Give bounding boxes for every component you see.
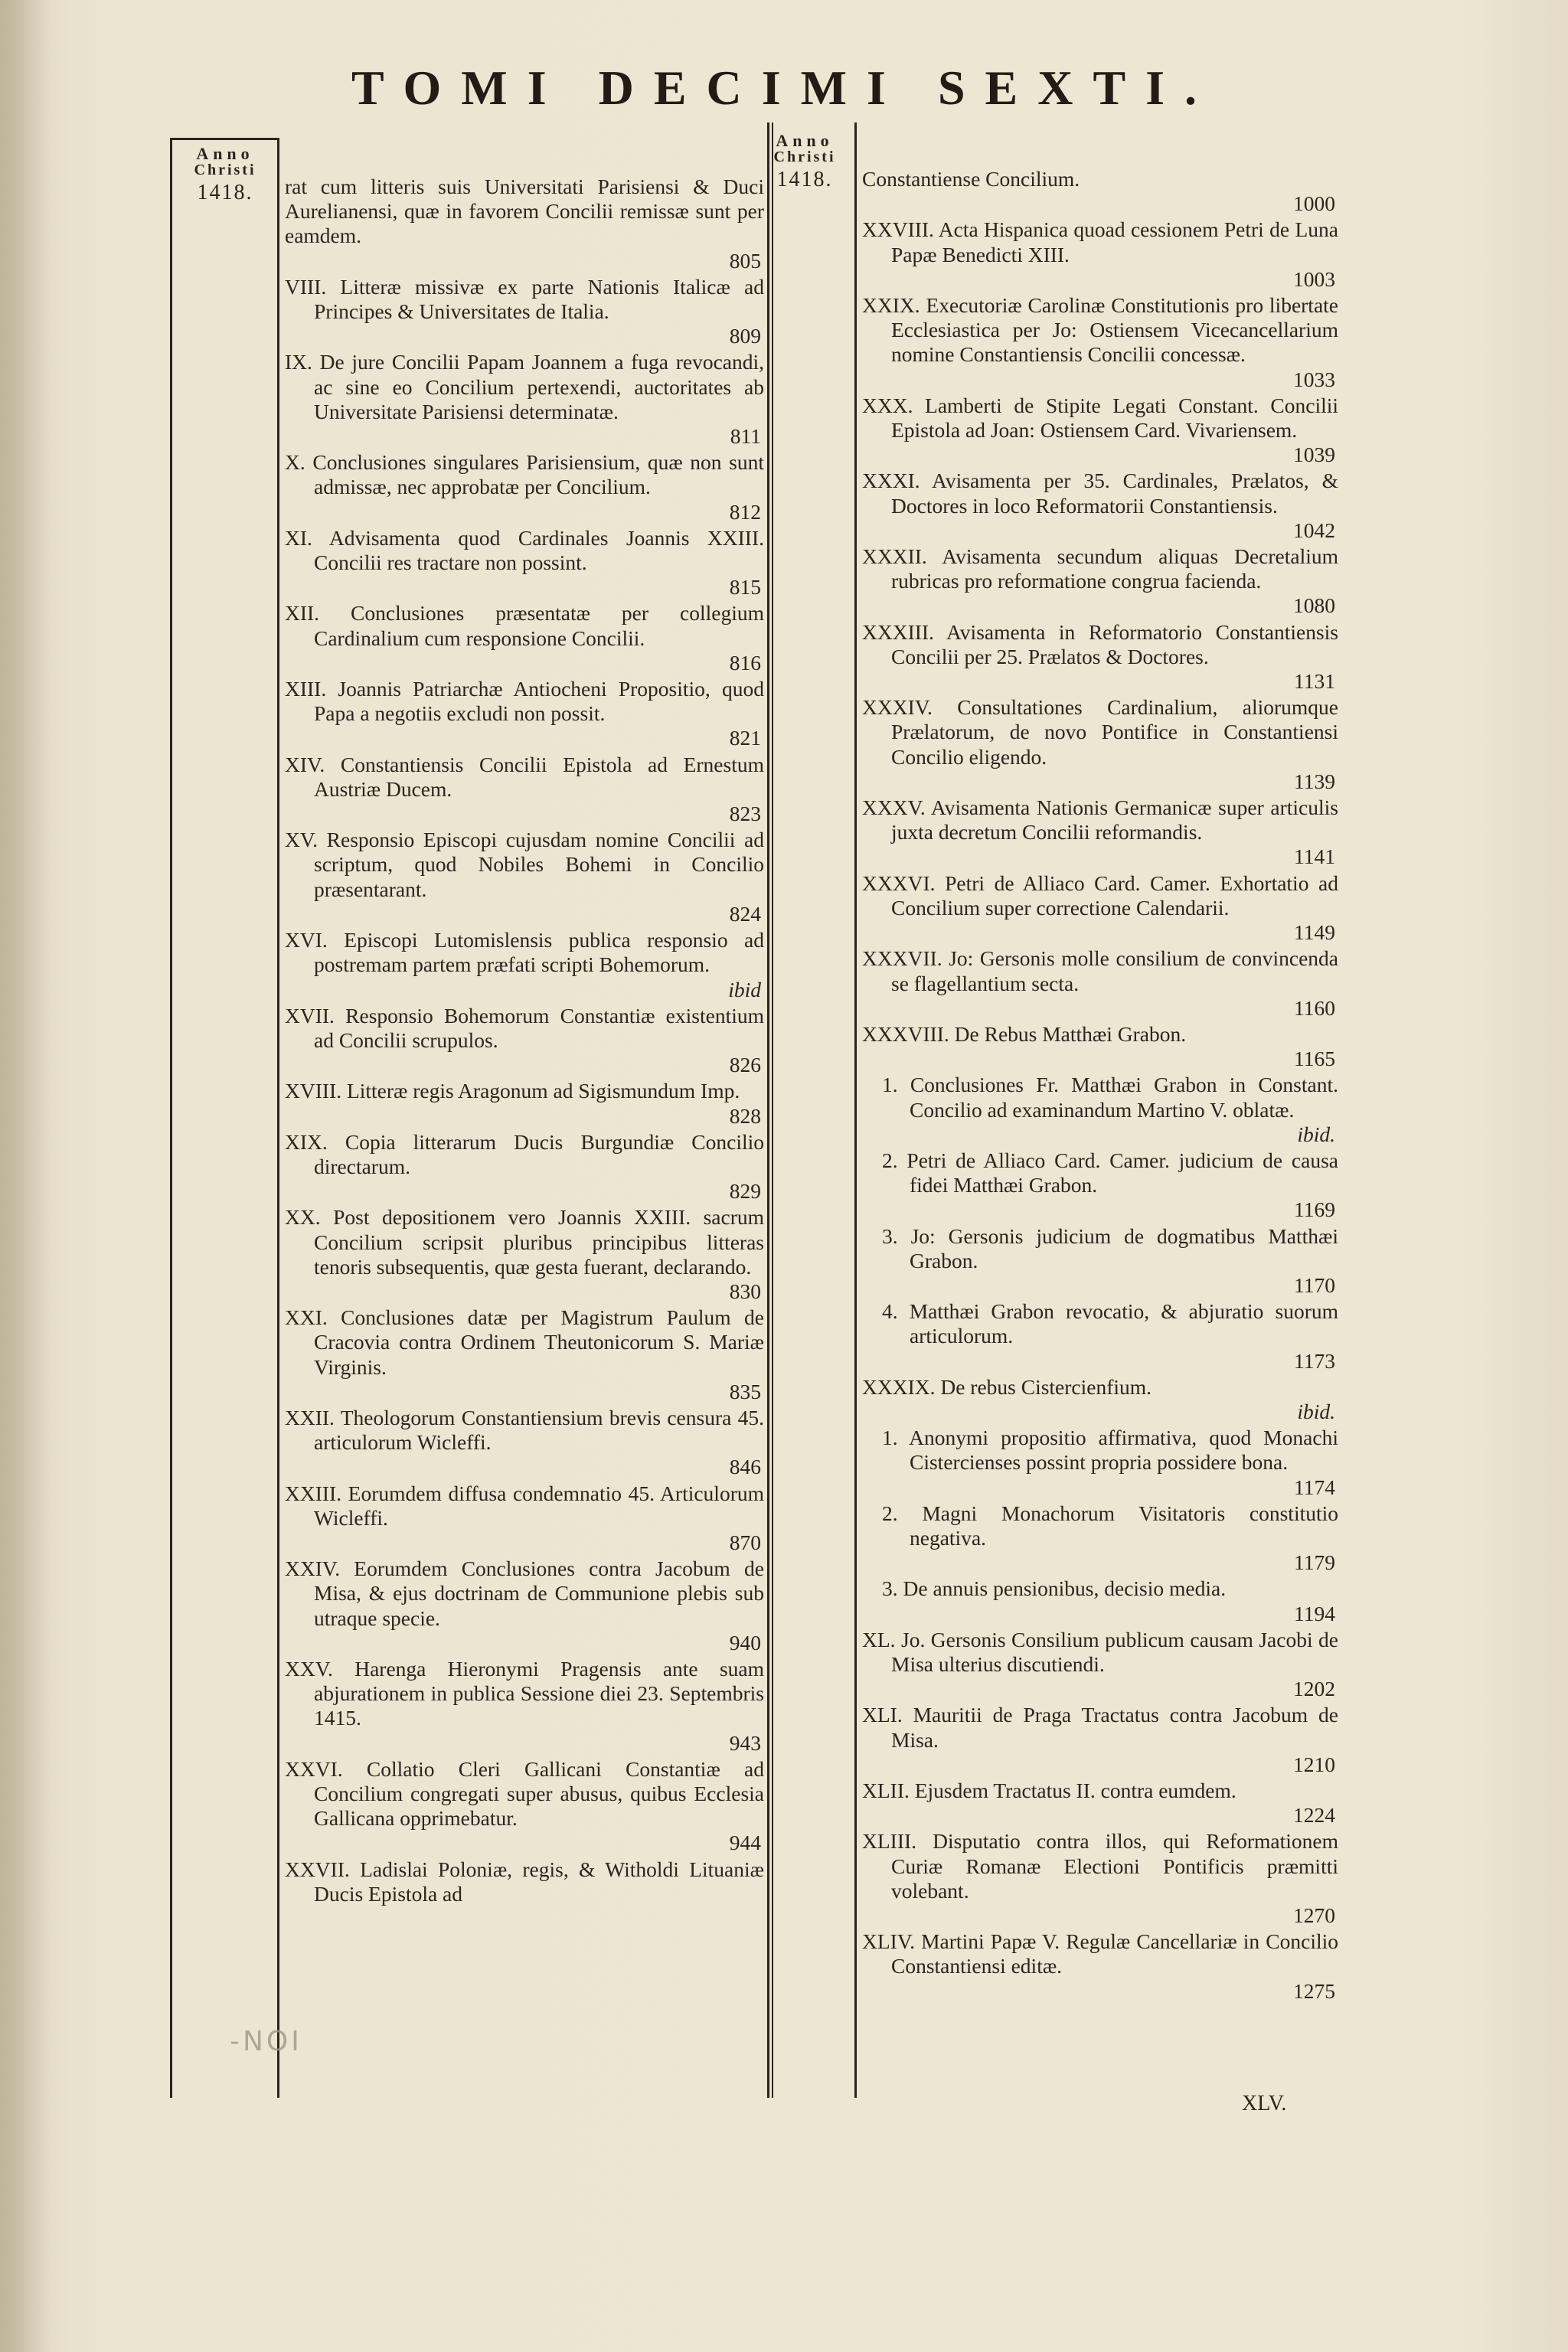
entry-page-number: 846 (729, 1455, 761, 1479)
index-entry (862, 1501, 1338, 1576)
entry-title: XX. Post depositionem vero Joannis XXIII. sacrum Concilium scripsit pluribus principibus litteras tenoris subsequentis, quæ gesta fuerant, declarando. (285, 1205, 764, 1279)
rule-left-outer (170, 138, 172, 2098)
entry-title: XXXIII. Avisamenta in Reformatorio Constantiensis Concilii per 25. Prælatos & Doctores. (862, 619, 1338, 668)
entry-title: XXIII. Eorumdem diffusa condemnatio 45. Articulorum Wicleffi. (285, 1481, 764, 1530)
index-entry (285, 1004, 764, 1078)
entry-page-number: 805 (729, 248, 761, 273)
index-entry (862, 695, 1338, 794)
index-entry (862, 1829, 1338, 1928)
index-entry (862, 1576, 1338, 1625)
anno-christi-left (170, 138, 278, 204)
index-entry (862, 1929, 1338, 2004)
entry-title: XXXVII. Jo: Gersonis molle consilium de convincenda se flagellantium secta. (862, 946, 1338, 995)
entry-page-number: 816 (729, 650, 761, 675)
rule-center-left (767, 122, 769, 2098)
anno-label: Anno (776, 131, 834, 150)
index-entry (285, 175, 764, 273)
entry-title: XVIII. Litteræ regis Aragonum ad Sigismundum Imp. (285, 1079, 740, 1103)
index-entry (285, 753, 764, 827)
entry-page-number: ibid. (1297, 1399, 1335, 1423)
index-entry (862, 1073, 1338, 1147)
rule-left-inner (277, 138, 279, 2098)
entry-title: rat cum litteris suis Universitati Parisiensi & Duci Aurelianensi, quæ in favorem Concilii remissæ sunt per eamdem. (285, 175, 764, 248)
index-entry (862, 1703, 1338, 1777)
index-entry (285, 677, 764, 751)
entry-page-number: 1131 (1294, 669, 1335, 694)
catchword: XLV. (1242, 2092, 1287, 2115)
index-entry (285, 1130, 764, 1204)
entry-page-number: 815 (729, 575, 761, 599)
entry-title: 1. Conclusiones Fr. Matthæi Grabon in Constant. Concilio ad examinandum Martino V. oblatæ. (882, 1073, 1338, 1122)
entry-title: XLIII. Disputatio contra illos, qui Reformationem Curiæ Romanæ Electioni Pontificis præmitti volebant. (862, 1829, 1338, 1903)
entry-page-number: 821 (729, 726, 761, 750)
index-column-right (862, 167, 1338, 2005)
entry-title: XI. Advisamenta quod Cardinales Joannis XXIII. Concilii res tractare non possint. (285, 525, 764, 575)
index-entry (862, 1148, 1338, 1223)
index-entry (862, 1628, 1338, 1702)
entry-title: XXVIII. Acta Hispanica quoad cessionem Petri de Luna Papæ Benedicti XIII. (862, 217, 1338, 266)
entry-page-number: 1000 (1293, 191, 1335, 216)
entry-page-number: 1224 (1293, 1803, 1335, 1828)
rule-center-right (854, 122, 857, 2098)
entry-page-number: 1141 (1294, 844, 1335, 869)
entry-page-number: 811 (730, 424, 761, 449)
index-entry (285, 1481, 764, 1556)
index-entry (285, 275, 764, 349)
entry-title: XXX. Lamberti de Stipite Legati Constant. Concilii Epistola ad Joan: Ostiensem Card. Vivariensem. (862, 393, 1338, 443)
page-gutter (0, 0, 54, 2352)
entry-page-number: 1169 (1294, 1197, 1335, 1222)
year-label: 1418. (197, 181, 253, 205)
entry-page-number: 826 (729, 1053, 761, 1077)
index-entry (862, 620, 1338, 694)
entry-title: XLI. Mauritii de Praga Tractatus contra Jacobum de Misa. (862, 1703, 1338, 1752)
index-entry (285, 1305, 764, 1404)
index-entry (862, 217, 1338, 292)
entry-page-number: 940 (729, 1630, 761, 1655)
entry-title: XXVII. Ladislai Poloniæ, regis, & Witholdi Lituaniæ Ducis Epistola ad (285, 1857, 764, 1906)
index-entry (862, 1224, 1338, 1298)
entry-title: 2. Petri de Alliaco Card. Camer. judicium de causa fidei Matthæi Grabon. (882, 1148, 1338, 1197)
index-entry (862, 1426, 1338, 1500)
entry-title: XXXVIII. De Rebus Matthæi Grabon. (862, 1021, 1187, 1046)
entry-page-number: 1270 (1293, 1903, 1335, 1928)
entry-page-number: 1179 (1294, 1550, 1335, 1575)
entry-page-number: 1173 (1294, 1348, 1335, 1373)
entry-title: XVI. Episcopi Lutomislensis publica responsio ad postremam partem præfati scripti Bohemorum. (285, 928, 764, 977)
index-entry (862, 1299, 1338, 1374)
entry-page-number: 1139 (1294, 769, 1335, 793)
entry-title: XXI. Conclusiones datæ per Magistrum Paulum de Cracovia contra Ordinem Theutonicorum S. Mariæ Virginis. (285, 1305, 764, 1379)
entry-page-number: 809 (729, 324, 761, 348)
entry-page-number: 1003 (1293, 266, 1335, 291)
index-entry (862, 544, 1338, 619)
year-label: 1418. (776, 168, 833, 192)
entry-page-number: 824 (729, 901, 761, 926)
entry-page-number: 1033 (1293, 367, 1335, 391)
christi-label: Christi (194, 162, 256, 179)
entry-title: IX. De jure Concilii Papam Joannem a fuga revocandi, ac sine eo Concilium pertexendi, auctoritates ab Universitate Parisiensi determinatæ. (285, 350, 764, 423)
entry-page-number: 829 (729, 1179, 761, 1204)
entry-title: 2. Magni Monachorum Visitatoris constitutio negativa. (882, 1501, 1338, 1550)
index-entry (862, 871, 1338, 946)
entry-title: XXIX. Executoriæ Carolinæ Constitutionis pro libertate Ecclesiastica per Jo: Ostiensem Vicecancellarium nomine Constantiensis Concilii concessæ. (862, 293, 1338, 367)
entry-title: XXII. Theologorum Constantiensium brevis censura 45. articulorum Wicleffi. (285, 1405, 764, 1455)
index-entry (862, 394, 1338, 468)
entry-title: XXXIX. De rebus Cistercienfium. (862, 1374, 1152, 1399)
entry-page-number: 828 (729, 1103, 761, 1128)
entry-page-number: 835 (729, 1379, 761, 1403)
entry-page-number: 943 (729, 1730, 761, 1755)
library-stamp: -NOI (230, 2026, 302, 2057)
index-entry (862, 293, 1338, 392)
entry-title: VIII. Litteræ missivæ ex parte Nationis Italicæ ad Principes & Universitates de Italia. (285, 274, 764, 324)
index-entry (862, 1022, 1338, 1071)
index-entry (285, 1406, 764, 1480)
index-entry (862, 946, 1338, 1021)
index-entry (285, 828, 764, 926)
index-entry (285, 601, 764, 675)
entry-page-number: 1039 (1293, 443, 1335, 467)
running-header: TOMI DECIMI SEXTI. (351, 60, 1217, 115)
entry-title: XLII. Ejusdem Tractatus II. contra eumdem. (862, 1779, 1236, 1802)
entry-page-number: 1275 (1293, 1978, 1335, 2003)
entry-title: XXVI. Collatio Cleri Gallicani Constantiæ ad Concilium congregati super abusus, quibus Ecclesia Gallicana opprimebatur. (285, 1756, 764, 1831)
entry-page-number: 1194 (1294, 1601, 1335, 1625)
index-entry (862, 1779, 1338, 1828)
entry-page-number: 1174 (1294, 1475, 1335, 1499)
index-entry (862, 167, 1338, 216)
entry-title: XVII. Responsio Bohemorum Constantiæ existentium ad Concilii scrupulos. (285, 1003, 764, 1052)
entry-page-number: 823 (729, 802, 761, 826)
entry-page-number: ibid. (1297, 1122, 1335, 1146)
entry-title: XXXVI. Petri de Alliaco Card. Camer. Exhortatio ad Concilium super correctione Calendarii. (862, 871, 1338, 920)
entry-title: XII. Conclusiones præsentatæ per collegium Cardinalium cum responsione Concilii. (285, 601, 764, 650)
entry-title: XXXIV. Consultationes Cardinalium, aliorumque Prælatorum, de novo Pontifice in Constantiensi Concilio eligendo. (862, 695, 1338, 769)
anno-label: Anno (196, 144, 254, 163)
index-entry (285, 1857, 764, 1906)
entry-title: Constantiense Concilium. (862, 167, 1080, 191)
entry-title: XIV. Constantiensis Concilii Epistola ad Ernestum Austriæ Ducem. (285, 752, 764, 801)
entry-title: XLIV. Martini Papæ V. Regulæ Cancellariæ in Concilio Constantiensi editæ. (862, 1929, 1338, 1978)
entry-page-number: 1160 (1294, 995, 1335, 1020)
entry-page-number: 1165 (1294, 1047, 1335, 1071)
rule-center-double (772, 122, 773, 2098)
index-entry (862, 469, 1338, 543)
entry-title: XIX. Copia litterarum Ducis Burgundiæ Concilio directarum. (285, 1129, 764, 1178)
index-entry (862, 795, 1338, 870)
index-entry (285, 1205, 764, 1304)
entry-page-number: 1080 (1293, 593, 1335, 618)
index-entry (285, 1079, 764, 1128)
entry-title: XXV. Harenga Hieronymi Pragensis ante suam abjurationem in publica Sessione diei 23. Septembris 1415. (285, 1656, 764, 1730)
entry-title: XXXI. Avisamenta per 35. Cardinales, Prælatos, & Doctores in loco Reformatorii Constantiensis. (862, 469, 1338, 518)
entry-page-number: 1170 (1294, 1272, 1335, 1297)
entry-page-number: 812 (729, 499, 761, 524)
index-column-left (285, 175, 764, 1908)
index-entry (285, 1557, 764, 1655)
entry-title: XV. Responsio Episcopi cujusdam nomine Concilii ad scriptum, quod Nobiles Bohemi in Concilio præsentarant. (285, 828, 764, 901)
entry-title: 3. De annuis pensionibus, decisio media. (882, 1576, 1227, 1601)
entry-page-number: 1202 (1293, 1677, 1335, 1701)
index-entry (285, 1657, 764, 1756)
entry-title: XIII. Joannis Patriarchæ Antiocheni Propositio, quod Papa a negotiis excludi non possit. (285, 677, 764, 726)
entry-page-number: ibid (728, 977, 761, 1001)
index-entry (285, 350, 764, 449)
entry-page-number: 1042 (1293, 518, 1335, 542)
index-entry (285, 526, 764, 600)
entry-page-number: 1149 (1294, 920, 1335, 945)
entry-page-number: 944 (729, 1831, 761, 1855)
entry-title: 4. Matthæi Grabon revocatio, & abjuratio suorum articulorum. (882, 1299, 1338, 1348)
christi-label: Christi (773, 149, 836, 166)
entry-title: 1. Anonymi propositio affirmativa, quod Monachi Cistercienses possint propria possidere bona. (882, 1426, 1338, 1475)
index-entry (285, 450, 764, 524)
index-entry (285, 1757, 764, 1856)
index-entry (862, 1375, 1338, 1424)
entry-title: X. Conclusiones singulares Parisiensium, quæ non sunt admissæ, nec approbatæ per Concilium. (285, 450, 764, 499)
entry-title: XXIV. Eorumdem Conclusiones contra Jacobum de Misa, & ejus doctrinam de Communione plebis sub utraque specie. (285, 1557, 764, 1630)
entry-page-number: 1210 (1293, 1752, 1335, 1776)
entry-page-number: 830 (729, 1279, 761, 1303)
index-entry (285, 928, 764, 1002)
entry-page-number: 870 (729, 1530, 761, 1554)
entry-title: XXXV. Avisamenta Nationis Germanicæ super articulis juxta decretum Concilii reformandis. (862, 795, 1338, 844)
entry-title: XXXII. Avisamenta secundum aliquas Decretalium rubricas pro reformatione congrua facienda. (862, 544, 1338, 593)
entry-title: XL. Jo. Gersonis Consilium publicum causam Jacobi de Misa ulterius discutiendi. (862, 1627, 1338, 1676)
entry-title: 3. Jo: Gersonis judicium de dogmatibus Matthæi Grabon. (882, 1223, 1338, 1272)
anno-christi-right (756, 132, 853, 191)
